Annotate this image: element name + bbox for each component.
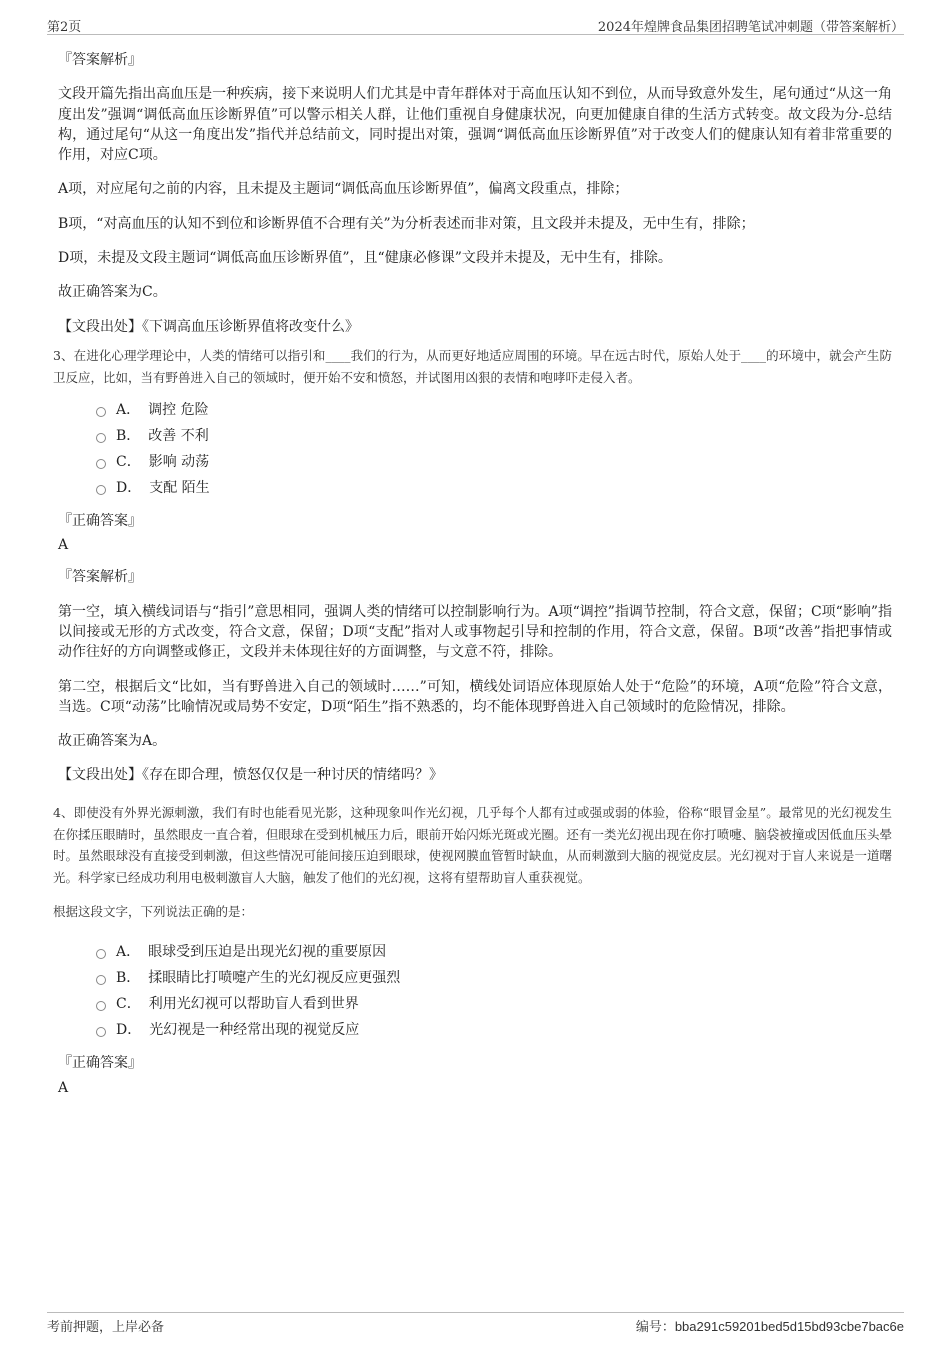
radio-icon[interactable] <box>96 975 106 985</box>
radio-icon[interactable] <box>96 485 106 495</box>
footer-slogan: 考前押题，上岸必备 <box>47 1320 165 1335</box>
page-header <box>47 14 904 35</box>
radio-icon[interactable] <box>96 1027 106 1037</box>
radio-icon[interactable] <box>96 949 106 959</box>
option-d[interactable] <box>96 475 892 501</box>
radio-icon[interactable] <box>96 1001 106 1011</box>
option-letter: A． <box>116 401 141 418</box>
option-text: 揉眼睛比打喷嚏产生的光幻视反应更强烈 <box>148 970 401 987</box>
question-3 <box>53 345 892 786</box>
analysis-paragraph: A项，对应尾句之前的内容，且未提及主题词“调低高血压诊断界值”，偏离文段重点，排除； <box>58 181 629 198</box>
option-text: 利用光幻视可以帮助盲人看到世界 <box>148 996 359 1013</box>
analysis-conclusion: 故正确答案为C。 <box>58 284 167 301</box>
option-letter: A． <box>116 944 141 961</box>
question-prompt: 根据这段文字，下列说法正确的是： <box>53 904 254 920</box>
option-text: 调控 危险 <box>148 401 209 418</box>
analysis-label: 『答案解析』 <box>58 52 142 68</box>
option-letter: C． <box>116 996 141 1013</box>
option-text: 眼球受到压迫是出现光幻视的重要原因 <box>148 944 387 961</box>
option-text: 改善 不利 <box>148 427 209 444</box>
radio-icon[interactable] <box>96 459 106 469</box>
option-text: 影响 动荡 <box>148 453 210 470</box>
correct-answer-value: A <box>58 537 69 554</box>
analysis-paragraph: 第二空，根据后文“比如，当有野兽进入自己的领域时……”可知，横线处词语应体现原始人处于“危险”的环境，A项“危险”符合文意，当选。C项“动荡”比喻情况或局势不安定，D项“陌生”指不熟悉的，均不能体现野兽进入自己领域时的危险情况，排除。 <box>58 678 892 715</box>
question-4 <box>53 802 892 1098</box>
option-text: 光幻视是一种经常出现的视觉反应 <box>149 1022 360 1039</box>
option-text: 支配 陌生 <box>149 479 210 496</box>
radio-icon[interactable] <box>96 407 106 417</box>
analysis-paragraph: B项，“对高血压的认知不到位和诊断界值不合理有关”为分析表述而非对策，且文段并未提及，无中生有，排除； <box>58 215 755 232</box>
option-b[interactable] <box>96 965 892 991</box>
analysis-paragraph: 文段开篇先指出高血压是一种疾病，接下来说明人们尤其是中青年群体对于高血压认知不到位，从而导致意外发生，尾句通过“从这一角度出发”强调“调低高血压诊断界值”可以警示相关人群，让他们重视自身健康状况，向更加健康自律的生活方式转变。故文段为分-总结构，通过尾句“从这一角度出发”指代并总结前文，同时提出对策，强调“调低高血压诊断界值”对于改变人们的健康认知有着非常重要的作用，对应C项。 <box>58 86 892 164</box>
source-citation: 【文段出处】《下调高血压诊断界值将改变什么》 <box>58 318 359 335</box>
analysis-paragraph: D项，未提及文段主题词“调低高血压诊断界值”，且“健康必修课”文段并未提及，无中生有，排除。 <box>58 250 672 267</box>
analysis-paragraph: 第一空，填入横线词语与“指引”意思相同，强调人类的情绪可以控制影响行为。A项“调控”指调节控制，符合文意，保留；C项“影响”指以间接或无形的方式改变，符合文意，保留；D项“支配”指对人或事物起引导和控制的作用，符合文意，保留。B项“改善”指把事情或动作往好的方向调整或修正，文段并未体现往好的方面调整，与文意不符，排除。 <box>58 603 892 661</box>
correct-answer-label: 『正确答案』 <box>58 512 142 529</box>
document-title: 2024年煌牌食品集团招聘笔试冲刺题（带答案解析） <box>597 20 904 35</box>
analysis-conclusion: 故正确答案为A。 <box>58 733 167 750</box>
option-d[interactable] <box>96 1017 892 1043</box>
source-citation: 【文段出处】《存在即合理，愤怒仅仅是一种讨厌的情绪吗？》 <box>58 767 443 784</box>
option-letter: C． <box>116 453 141 470</box>
option-c[interactable] <box>96 449 892 475</box>
option-letter: D． <box>116 1022 142 1039</box>
question-text: 4、即使没有外界光源刺激，我们有时也能看见光影，这种现象叫作光幻视，几乎每个人都有过或强或弱的体验，俗称“眼冒金星”。最常见的光幻视发生在你揉压眼睛时，虽然眼皮一直合着，但眼球在受到机械压力后，眼前开始闪烁光斑或光圈。还有一类光幻视出现在你打喷嚏、脑袋被撞或因低血压头晕时。虽然眼球没有直接受到刺激，但这些情况可能间接压迫到眼球，使视网膜血管暂时缺血，从而刺激到大脑的视觉皮层。光幻视对于盲人来说是一道曙光。科学家已经成功利用电极刺激盲人大脑，触发了他们的光幻视，这将有望帮助盲人重获视觉。 <box>53 804 892 886</box>
option-c[interactable] <box>96 991 892 1017</box>
analysis-label: 『答案解析』 <box>58 569 142 586</box>
option-list <box>96 939 892 1043</box>
correct-answer-label: 『正确答案』 <box>58 1055 142 1072</box>
option-list <box>96 397 892 501</box>
option-letter: B． <box>116 427 141 444</box>
page-number: 第2页 <box>47 20 82 35</box>
document-id: 编号：bba291c59201bed5d15bd93cbe7bac6e <box>635 1319 904 1334</box>
option-a[interactable] <box>96 397 892 423</box>
radio-icon[interactable] <box>96 433 106 443</box>
question-text: 3、在进化心理学理论中，人类的情绪可以指引和____我们的行为，从而更好地适应周围的环境。早在远古时代，原始人处于____的环境中，就会产生防卫反应，比如，当有野兽进入自己的领域时，便开始不安和愤怒，并试图用凶狠的表情和咆哮吓走侵入者。 <box>53 347 892 385</box>
main-content <box>53 44 892 1110</box>
option-letter: B． <box>116 970 141 987</box>
option-letter: D． <box>116 479 142 496</box>
page-footer <box>47 1312 904 1339</box>
option-a[interactable] <box>96 939 892 965</box>
option-b[interactable] <box>96 423 892 449</box>
question-2-analysis <box>58 50 892 337</box>
correct-answer-value: A <box>58 1079 69 1096</box>
